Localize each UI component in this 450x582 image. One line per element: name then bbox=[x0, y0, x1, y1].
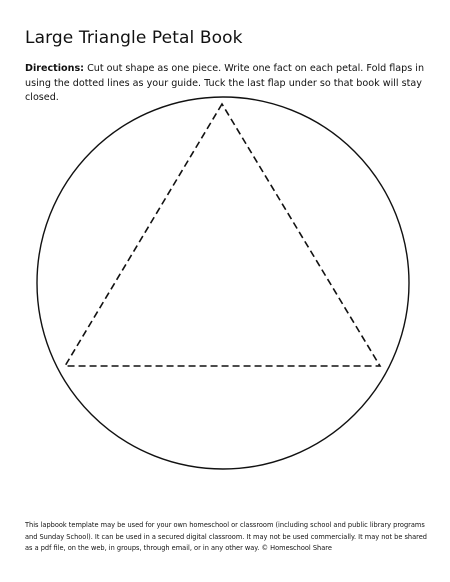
fold-triangle-dashed bbox=[65, 104, 380, 366]
directions-label: Directions: bbox=[25, 63, 85, 74]
cut-circle-outline bbox=[37, 97, 409, 469]
directions-body: Cut out shape as one piece. Write one fact on each petal. Fold flaps in using the dotted lines as your guide. Tuck the last flap under so that book will stay closed. bbox=[25, 63, 425, 103]
page-title: Large Triangle Petal Book bbox=[25, 28, 243, 48]
copyright-footer: This lapbook template may be used for your own homeschool or classroom (including school and public library programs and Sunday School). It can be used in a secured digital classroom. It may not be used commercially. It may not be shared as a pdf file, on the web, in groups, through email, or in any other way. © Homeschool Share bbox=[25, 521, 427, 552]
